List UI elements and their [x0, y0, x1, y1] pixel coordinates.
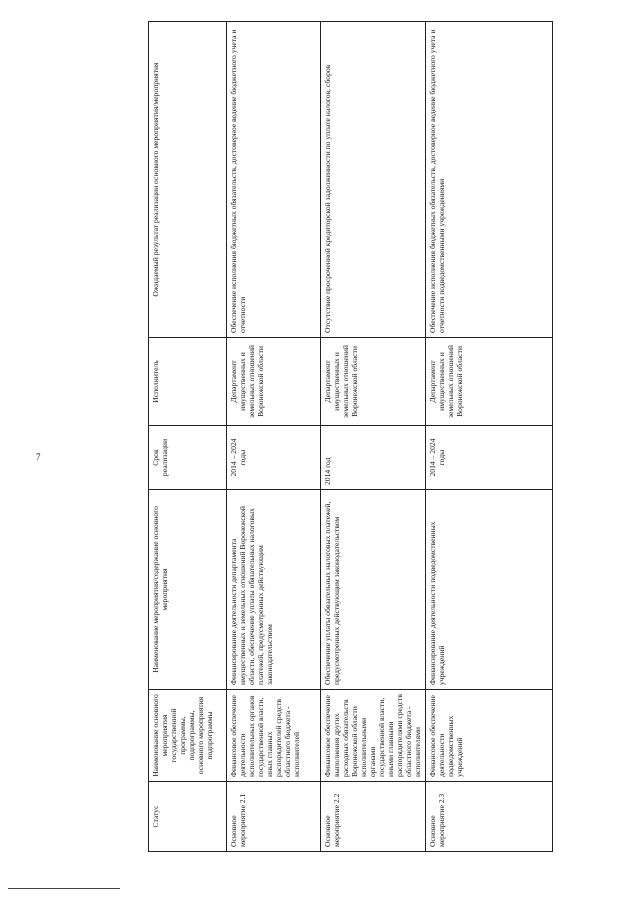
header-content: Наименование мероприятия/содержание основного мероприятия: [149, 490, 227, 690]
cell-executor: Департамент имущественных и земельных отношений Воронежской области: [321, 338, 426, 426]
footnote-rule: [8, 888, 120, 889]
cell-name: Финансовое обеспечение деятельности исполнительных органов государственной власти, иных главных распорядителей средств областного бюджета - исполнителей: [227, 690, 321, 782]
table-header-row: [149, 22, 227, 852]
cell-result: Обеспечение исполнения бюджетных обязательств, достоверное ведение бюджетного учета и отчетности: [227, 22, 321, 338]
cell-status: Основное мероприятие 2.3: [426, 782, 553, 852]
cell-term: 2014 год: [321, 426, 426, 490]
header-executor: Исполнитель: [149, 338, 227, 426]
cell-executor: Департамент имущественных и земельных отношений Воронежской области: [227, 338, 321, 426]
cell-content: Финансирование деятельности департамента имущественных и земельных отношений Воронежской области, обеспечение уплаты обязательных налоговых платежей, предусмотренных действующим законодательством: [227, 490, 321, 690]
cell-status: Основное мероприятие 2.1: [227, 782, 321, 852]
cell-result: Отсутствие просроченной кредиторской задолженности по уплате налогов, сборов: [321, 22, 426, 338]
cell-term: 2014 – 2024 годы: [426, 426, 553, 490]
rotated-table-content: [148, 22, 543, 852]
table-row: [227, 22, 321, 852]
measures-table: [148, 21, 553, 852]
cell-status: Основное мероприятие 2.2: [321, 782, 426, 852]
page-number: 7: [36, 452, 41, 462]
cell-name: Финансовое обеспечение деятельности подведомственных учреждений: [426, 690, 553, 782]
cell-executor: Департамент имущественных и земельных отношений Воронежской области: [426, 338, 553, 426]
cell-result: Обеспечение исполнения бюджетных обязательств, достоверное ведение бюджетного учета и отчетности подведомственными учреждениями: [426, 22, 553, 338]
table-row: [321, 22, 426, 852]
cell-content: Обеспечение уплаты обязательных налоговых платежей, предусмотренных действующим законодательством: [321, 490, 426, 690]
header-status: Статус: [149, 782, 227, 852]
rotated-table-frame: [148, 22, 543, 852]
table-row: [426, 22, 553, 852]
cell-name: Финансовое обеспечение выполнения других расходных обязательств Воронежской области исполнительными органами государственной власти, иными главными распорядителями средств областного бюджета - исполнителями: [321, 690, 426, 782]
header-result: Ожидаемый результат реализации основного мероприятия/мероприятия: [149, 22, 227, 338]
cell-term: 2014 – 2024 годы: [227, 426, 321, 490]
header-name: Наименование основного мероприятия государственной программы, подпрограммы, основного мероприятия подпрограммы: [149, 690, 227, 782]
header-term: Срок реализации: [149, 426, 227, 490]
cell-content: Финансирование деятельности подведомственных учреждений: [426, 490, 553, 690]
